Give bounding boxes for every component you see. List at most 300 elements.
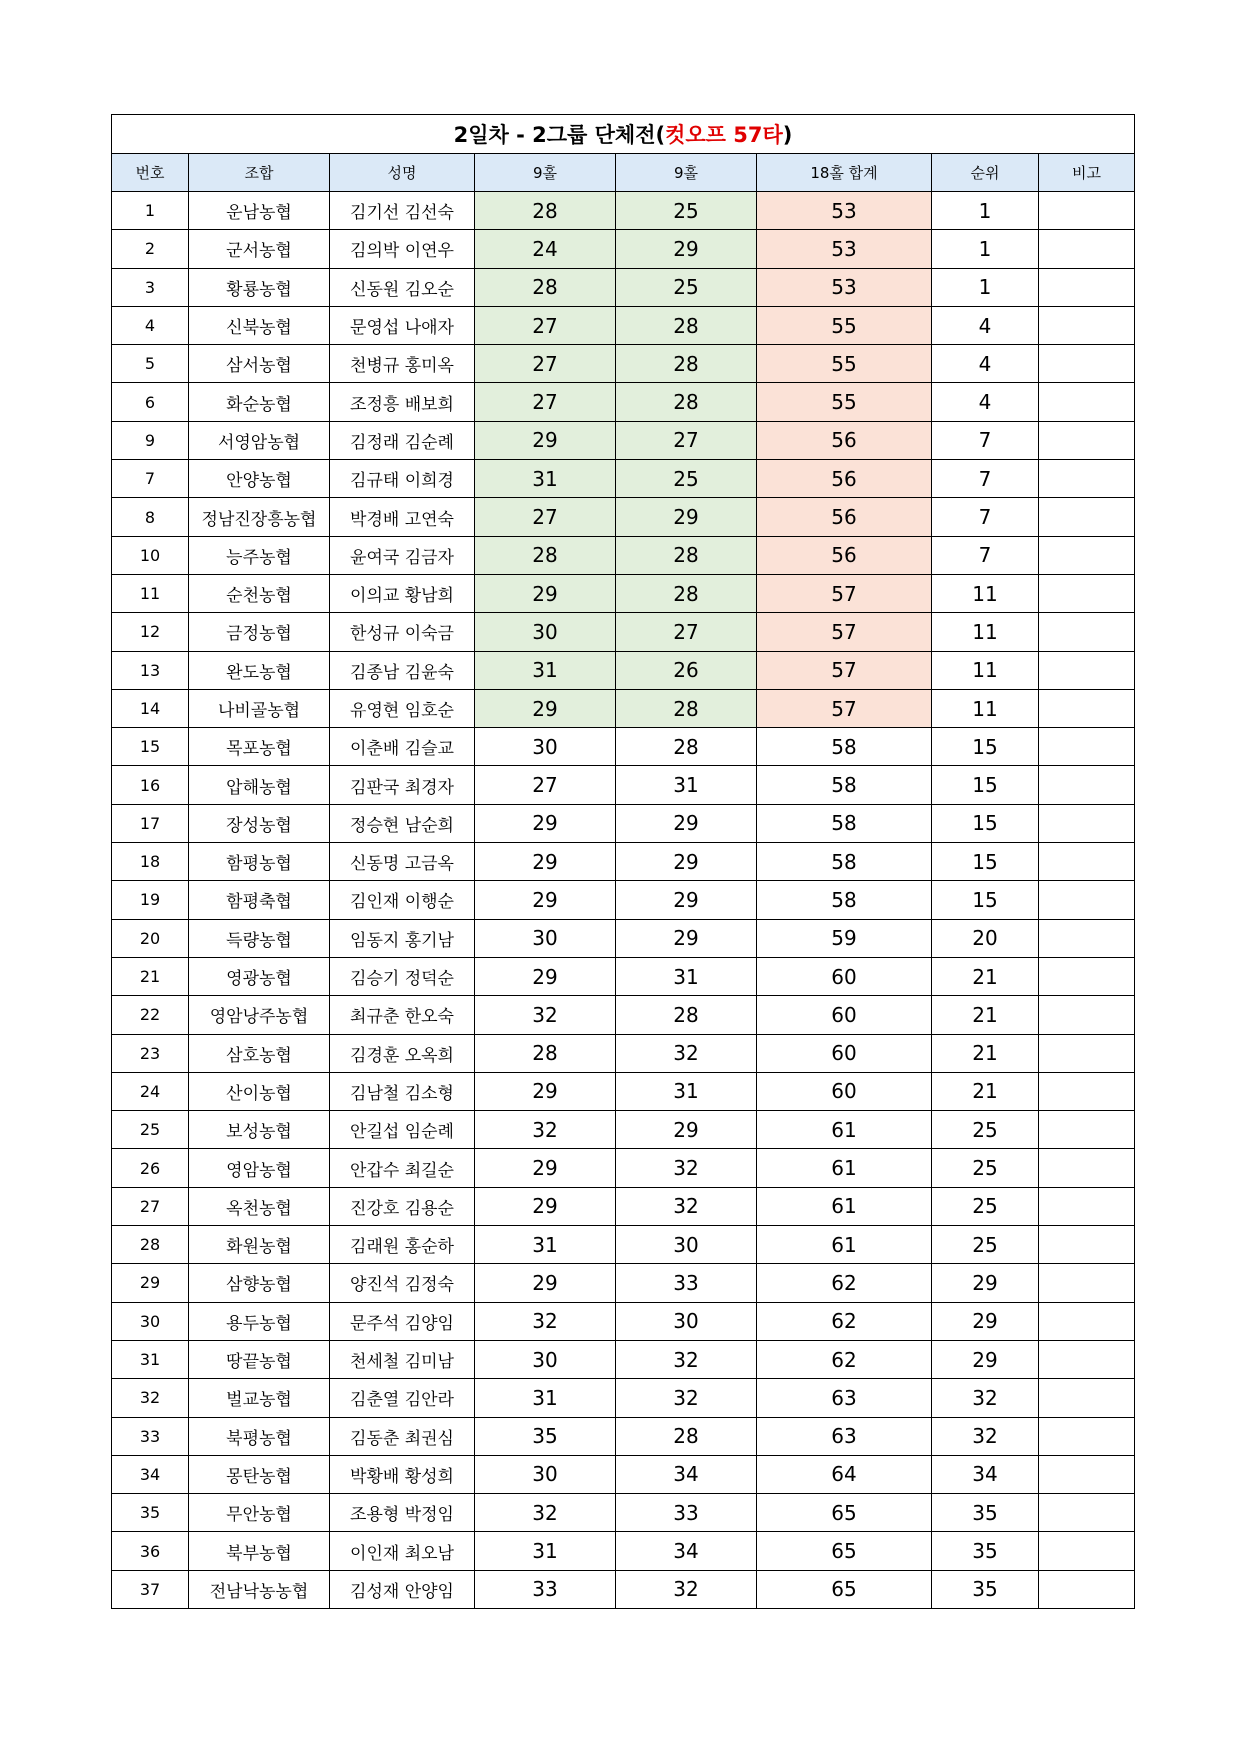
table-row <box>112 268 1135 306</box>
row-back-nine: 28 <box>616 383 757 421</box>
row-total: 57 <box>757 574 932 612</box>
row-rank: 21 <box>932 1072 1039 1110</box>
row-club: 함평축협 <box>189 881 330 919</box>
row-club: 삼향농협 <box>189 1264 330 1302</box>
row-number: 4 <box>112 306 189 344</box>
row-total: 57 <box>757 689 932 727</box>
row-total: 60 <box>757 957 932 995</box>
row-number: 5 <box>112 345 189 383</box>
col-header-names: 성명 <box>330 154 475 192</box>
row-names: 천병규 홍미옥 <box>330 345 475 383</box>
row-front-nine: 32 <box>475 1302 616 1340</box>
row-front-nine: 29 <box>475 1187 616 1225</box>
table-row <box>112 1417 1135 1455</box>
row-note <box>1039 1264 1135 1302</box>
row-front-nine: 24 <box>475 230 616 268</box>
row-note <box>1039 1340 1135 1378</box>
row-front-nine: 32 <box>475 1111 616 1149</box>
row-names: 김판국 최경자 <box>330 766 475 804</box>
row-number: 14 <box>112 689 189 727</box>
row-back-nine: 32 <box>616 1149 757 1187</box>
row-total: 58 <box>757 766 932 804</box>
table-row <box>112 192 1135 230</box>
row-note <box>1039 574 1135 612</box>
row-back-nine: 31 <box>616 766 757 804</box>
row-note <box>1039 345 1135 383</box>
row-club: 옥천농협 <box>189 1187 330 1225</box>
row-note <box>1039 1034 1135 1072</box>
row-number: 8 <box>112 498 189 536</box>
row-rank: 35 <box>932 1570 1039 1608</box>
row-front-nine: 30 <box>475 728 616 766</box>
row-back-nine: 34 <box>616 1455 757 1493</box>
row-number: 22 <box>112 996 189 1034</box>
row-total: 63 <box>757 1379 932 1417</box>
row-back-nine: 31 <box>616 957 757 995</box>
row-club: 완도농협 <box>189 651 330 689</box>
row-rank: 1 <box>932 192 1039 230</box>
row-back-nine: 34 <box>616 1532 757 1570</box>
table-row <box>112 613 1135 651</box>
row-front-nine: 28 <box>475 268 616 306</box>
table-row <box>112 919 1135 957</box>
col-header-back-nine: 9홀 <box>616 154 757 192</box>
row-club: 목포농협 <box>189 728 330 766</box>
row-total: 61 <box>757 1149 932 1187</box>
row-back-nine: 32 <box>616 1570 757 1608</box>
row-front-nine: 33 <box>475 1570 616 1608</box>
row-total: 58 <box>757 728 932 766</box>
table-row <box>112 460 1135 498</box>
row-note <box>1039 1226 1135 1264</box>
row-rank: 21 <box>932 957 1039 995</box>
row-front-nine: 32 <box>475 1494 616 1532</box>
col-header-note: 비고 <box>1039 154 1135 192</box>
row-number: 23 <box>112 1034 189 1072</box>
header-row <box>112 154 1135 192</box>
row-club: 군서농협 <box>189 230 330 268</box>
row-rank: 32 <box>932 1379 1039 1417</box>
row-rank: 15 <box>932 728 1039 766</box>
row-club: 능주농협 <box>189 536 330 574</box>
row-names: 김경훈 오옥희 <box>330 1034 475 1072</box>
row-rank: 15 <box>932 766 1039 804</box>
row-names: 박황배 황성희 <box>330 1455 475 1493</box>
row-names: 박경배 고연숙 <box>330 498 475 536</box>
table-row <box>112 1455 1135 1493</box>
row-back-nine: 33 <box>616 1494 757 1532</box>
row-names: 김정래 김순례 <box>330 421 475 459</box>
row-note <box>1039 536 1135 574</box>
row-rank: 25 <box>932 1149 1039 1187</box>
row-back-nine: 29 <box>616 843 757 881</box>
table-row <box>112 843 1135 881</box>
table-row <box>112 574 1135 612</box>
row-note <box>1039 1149 1135 1187</box>
row-note <box>1039 843 1135 881</box>
row-rank: 11 <box>932 651 1039 689</box>
row-total: 59 <box>757 919 932 957</box>
row-rank: 4 <box>932 345 1039 383</box>
row-club: 득량농협 <box>189 919 330 957</box>
row-club: 금정농협 <box>189 613 330 651</box>
row-total: 55 <box>757 383 932 421</box>
row-front-nine: 29 <box>475 421 616 459</box>
row-number: 36 <box>112 1532 189 1570</box>
col-header-front-nine: 9홀 <box>475 154 616 192</box>
row-names: 신동원 김오순 <box>330 268 475 306</box>
row-front-nine: 29 <box>475 957 616 995</box>
row-names: 문주석 김양임 <box>330 1302 475 1340</box>
row-total: 53 <box>757 268 932 306</box>
row-names: 한성규 이숙금 <box>330 613 475 651</box>
table-row <box>112 996 1135 1034</box>
row-note <box>1039 651 1135 689</box>
row-front-nine: 31 <box>475 651 616 689</box>
title-prefix: 2일차 - 2그룹 단체전( <box>453 123 666 147</box>
row-total: 60 <box>757 1034 932 1072</box>
row-club: 영광농협 <box>189 957 330 995</box>
row-back-nine: 28 <box>616 536 757 574</box>
table-row <box>112 306 1135 344</box>
row-club: 서영암농협 <box>189 421 330 459</box>
row-front-nine: 30 <box>475 613 616 651</box>
row-number: 12 <box>112 613 189 651</box>
row-total: 53 <box>757 230 932 268</box>
row-note <box>1039 804 1135 842</box>
table-row <box>112 881 1135 919</box>
row-number: 27 <box>112 1187 189 1225</box>
row-club: 용두농협 <box>189 1302 330 1340</box>
row-club: 신북농협 <box>189 306 330 344</box>
row-back-nine: 26 <box>616 651 757 689</box>
title-suffix: ) <box>782 123 793 147</box>
row-number: 17 <box>112 804 189 842</box>
row-rank: 35 <box>932 1494 1039 1532</box>
row-club: 전남낙농농협 <box>189 1570 330 1608</box>
row-note <box>1039 306 1135 344</box>
row-number: 20 <box>112 919 189 957</box>
row-number: 15 <box>112 728 189 766</box>
table-row <box>112 345 1135 383</box>
row-note <box>1039 421 1135 459</box>
row-back-nine: 30 <box>616 1302 757 1340</box>
row-number: 11 <box>112 574 189 612</box>
row-back-nine: 25 <box>616 268 757 306</box>
row-names: 천세철 김미남 <box>330 1340 475 1378</box>
row-names: 김동춘 최권심 <box>330 1417 475 1455</box>
table-row <box>112 1570 1135 1608</box>
row-front-nine: 29 <box>475 1149 616 1187</box>
table-row <box>112 383 1135 421</box>
row-names: 조용형 박정임 <box>330 1494 475 1532</box>
table-row <box>112 957 1135 995</box>
row-rank: 29 <box>932 1302 1039 1340</box>
row-club: 산이농협 <box>189 1072 330 1110</box>
table-row <box>112 1340 1135 1378</box>
row-club: 안양농협 <box>189 460 330 498</box>
row-rank: 1 <box>932 268 1039 306</box>
row-back-nine: 29 <box>616 1111 757 1149</box>
row-club: 나비골농협 <box>189 689 330 727</box>
col-header-number: 번호 <box>112 154 189 192</box>
table-row <box>112 230 1135 268</box>
row-names: 김춘열 김안라 <box>330 1379 475 1417</box>
row-number: 2 <box>112 230 189 268</box>
row-total: 57 <box>757 651 932 689</box>
row-total: 62 <box>757 1340 932 1378</box>
row-number: 33 <box>112 1417 189 1455</box>
row-rank: 4 <box>932 306 1039 344</box>
row-back-nine: 29 <box>616 919 757 957</box>
row-rank: 25 <box>932 1111 1039 1149</box>
row-total: 65 <box>757 1570 932 1608</box>
row-note <box>1039 1455 1135 1493</box>
row-note <box>1039 460 1135 498</box>
row-club: 정남진장흥농협 <box>189 498 330 536</box>
row-number: 1 <box>112 192 189 230</box>
row-front-nine: 27 <box>475 383 616 421</box>
row-front-nine: 30 <box>475 919 616 957</box>
row-total: 56 <box>757 460 932 498</box>
row-front-nine: 29 <box>475 843 616 881</box>
row-back-nine: 28 <box>616 996 757 1034</box>
row-names: 조정흥 배보희 <box>330 383 475 421</box>
row-names: 이춘배 김슬교 <box>330 728 475 766</box>
row-number: 10 <box>112 536 189 574</box>
row-number: 21 <box>112 957 189 995</box>
row-number: 34 <box>112 1455 189 1493</box>
row-club: 순천농협 <box>189 574 330 612</box>
row-rank: 11 <box>932 689 1039 727</box>
row-back-nine: 29 <box>616 230 757 268</box>
row-front-nine: 31 <box>475 1379 616 1417</box>
row-names: 임동지 홍기남 <box>330 919 475 957</box>
row-names: 김승기 정덕순 <box>330 957 475 995</box>
row-back-nine: 33 <box>616 1264 757 1302</box>
row-back-nine: 28 <box>616 306 757 344</box>
table-row <box>112 1187 1135 1225</box>
table-row <box>112 1226 1135 1264</box>
row-back-nine: 28 <box>616 345 757 383</box>
row-names: 유영현 임호순 <box>330 689 475 727</box>
row-front-nine: 27 <box>475 345 616 383</box>
row-back-nine: 28 <box>616 728 757 766</box>
row-note <box>1039 996 1135 1034</box>
row-note <box>1039 192 1135 230</box>
row-club: 벌교농협 <box>189 1379 330 1417</box>
row-rank: 29 <box>932 1340 1039 1378</box>
row-number: 28 <box>112 1226 189 1264</box>
row-front-nine: 29 <box>475 881 616 919</box>
row-front-nine: 30 <box>475 1340 616 1378</box>
row-total: 55 <box>757 345 932 383</box>
row-rank: 21 <box>932 1034 1039 1072</box>
row-club: 영암농협 <box>189 1149 330 1187</box>
row-club: 몽탄농협 <box>189 1455 330 1493</box>
table-row <box>112 1072 1135 1110</box>
row-total: 60 <box>757 1072 932 1110</box>
row-back-nine: 32 <box>616 1340 757 1378</box>
row-front-nine: 35 <box>475 1417 616 1455</box>
row-names: 신동명 고금옥 <box>330 843 475 881</box>
row-back-nine: 29 <box>616 498 757 536</box>
row-note <box>1039 383 1135 421</box>
row-total: 61 <box>757 1111 932 1149</box>
row-note <box>1039 1302 1135 1340</box>
row-note <box>1039 881 1135 919</box>
row-front-nine: 29 <box>475 804 616 842</box>
row-note <box>1039 1111 1135 1149</box>
col-header-club: 조합 <box>189 154 330 192</box>
row-names: 윤여국 김금자 <box>330 536 475 574</box>
table-row <box>112 766 1135 804</box>
row-note <box>1039 1494 1135 1532</box>
row-back-nine: 27 <box>616 421 757 459</box>
row-names: 안갑수 최길순 <box>330 1149 475 1187</box>
row-total: 53 <box>757 192 932 230</box>
table-row <box>112 1302 1135 1340</box>
row-rank: 15 <box>932 843 1039 881</box>
row-rank: 25 <box>932 1226 1039 1264</box>
row-names: 김규태 이희경 <box>330 460 475 498</box>
row-number: 31 <box>112 1340 189 1378</box>
row-rank: 7 <box>932 421 1039 459</box>
row-note <box>1039 766 1135 804</box>
row-club: 땅끝농협 <box>189 1340 330 1378</box>
row-names: 김의박 이연우 <box>330 230 475 268</box>
row-back-nine: 32 <box>616 1187 757 1225</box>
row-total: 62 <box>757 1302 932 1340</box>
row-note <box>1039 498 1135 536</box>
row-names: 김종남 김윤숙 <box>330 651 475 689</box>
row-back-nine: 32 <box>616 1034 757 1072</box>
row-total: 56 <box>757 498 932 536</box>
row-number: 29 <box>112 1264 189 1302</box>
row-total: 56 <box>757 536 932 574</box>
row-number: 30 <box>112 1302 189 1340</box>
row-names: 김래원 홍순하 <box>330 1226 475 1264</box>
row-club: 화순농협 <box>189 383 330 421</box>
row-back-nine: 25 <box>616 460 757 498</box>
row-rank: 25 <box>932 1187 1039 1225</box>
row-rank: 11 <box>932 574 1039 612</box>
row-total: 61 <box>757 1187 932 1225</box>
row-total: 58 <box>757 843 932 881</box>
row-total: 58 <box>757 804 932 842</box>
row-front-nine: 30 <box>475 1455 616 1493</box>
row-rank: 7 <box>932 460 1039 498</box>
row-note <box>1039 268 1135 306</box>
row-front-nine: 29 <box>475 574 616 612</box>
row-front-nine: 29 <box>475 689 616 727</box>
row-back-nine: 31 <box>616 1072 757 1110</box>
row-total: 58 <box>757 881 932 919</box>
row-front-nine: 27 <box>475 306 616 344</box>
row-front-nine: 31 <box>475 1226 616 1264</box>
row-names: 문영섭 나애자 <box>330 306 475 344</box>
row-total: 61 <box>757 1226 932 1264</box>
row-back-nine: 32 <box>616 1379 757 1417</box>
table-row <box>112 689 1135 727</box>
row-rank: 1 <box>932 230 1039 268</box>
row-note <box>1039 728 1135 766</box>
row-number: 16 <box>112 766 189 804</box>
row-rank: 34 <box>932 1455 1039 1493</box>
row-back-nine: 29 <box>616 804 757 842</box>
row-front-nine: 32 <box>475 996 616 1034</box>
row-rank: 21 <box>932 996 1039 1034</box>
row-club: 장성농협 <box>189 804 330 842</box>
row-names: 진강호 김용순 <box>330 1187 475 1225</box>
row-note <box>1039 1072 1135 1110</box>
row-back-nine: 27 <box>616 613 757 651</box>
row-club: 북부농협 <box>189 1532 330 1570</box>
row-rank: 15 <box>932 804 1039 842</box>
row-number: 13 <box>112 651 189 689</box>
row-rank: 11 <box>932 613 1039 651</box>
row-total: 60 <box>757 996 932 1034</box>
row-total: 56 <box>757 421 932 459</box>
row-number: 7 <box>112 460 189 498</box>
table-row <box>112 1034 1135 1072</box>
row-names: 안길섭 임순례 <box>330 1111 475 1149</box>
row-number: 9 <box>112 421 189 459</box>
row-club: 삼호농협 <box>189 1034 330 1072</box>
cutoff-label: 컷오프 57타 <box>665 123 783 147</box>
row-rank: 32 <box>932 1417 1039 1455</box>
row-club: 보성농협 <box>189 1111 330 1149</box>
row-total: 57 <box>757 613 932 651</box>
results-table <box>111 114 1135 1609</box>
row-names: 최규춘 한오숙 <box>330 996 475 1034</box>
row-rank: 7 <box>932 536 1039 574</box>
row-club: 압해농협 <box>189 766 330 804</box>
row-back-nine: 30 <box>616 1226 757 1264</box>
row-club: 함평농협 <box>189 843 330 881</box>
row-total: 62 <box>757 1264 932 1302</box>
row-total: 65 <box>757 1532 932 1570</box>
row-club: 북평농협 <box>189 1417 330 1455</box>
row-names: 김성재 안양임 <box>330 1570 475 1608</box>
row-front-nine: 28 <box>475 192 616 230</box>
row-note <box>1039 1187 1135 1225</box>
row-names: 정승현 남순희 <box>330 804 475 842</box>
table-row <box>112 804 1135 842</box>
col-header-rank: 순위 <box>932 154 1039 192</box>
table-body <box>112 192 1135 1609</box>
row-back-nine: 28 <box>616 689 757 727</box>
row-front-nine: 29 <box>475 1072 616 1110</box>
row-rank: 15 <box>932 881 1039 919</box>
row-number: 26 <box>112 1149 189 1187</box>
row-back-nine: 28 <box>616 1417 757 1455</box>
row-front-nine: 27 <box>475 498 616 536</box>
row-front-nine: 27 <box>475 766 616 804</box>
row-back-nine: 25 <box>616 192 757 230</box>
row-note <box>1039 1379 1135 1417</box>
row-club: 운남농협 <box>189 192 330 230</box>
table-row <box>112 498 1135 536</box>
row-front-nine: 28 <box>475 1034 616 1072</box>
row-number: 35 <box>112 1494 189 1532</box>
row-names: 김남철 김소형 <box>330 1072 475 1110</box>
row-note <box>1039 1570 1135 1608</box>
table-row <box>112 421 1135 459</box>
row-total: 55 <box>757 306 932 344</box>
row-rank: 7 <box>932 498 1039 536</box>
row-names: 김기선 김선숙 <box>330 192 475 230</box>
